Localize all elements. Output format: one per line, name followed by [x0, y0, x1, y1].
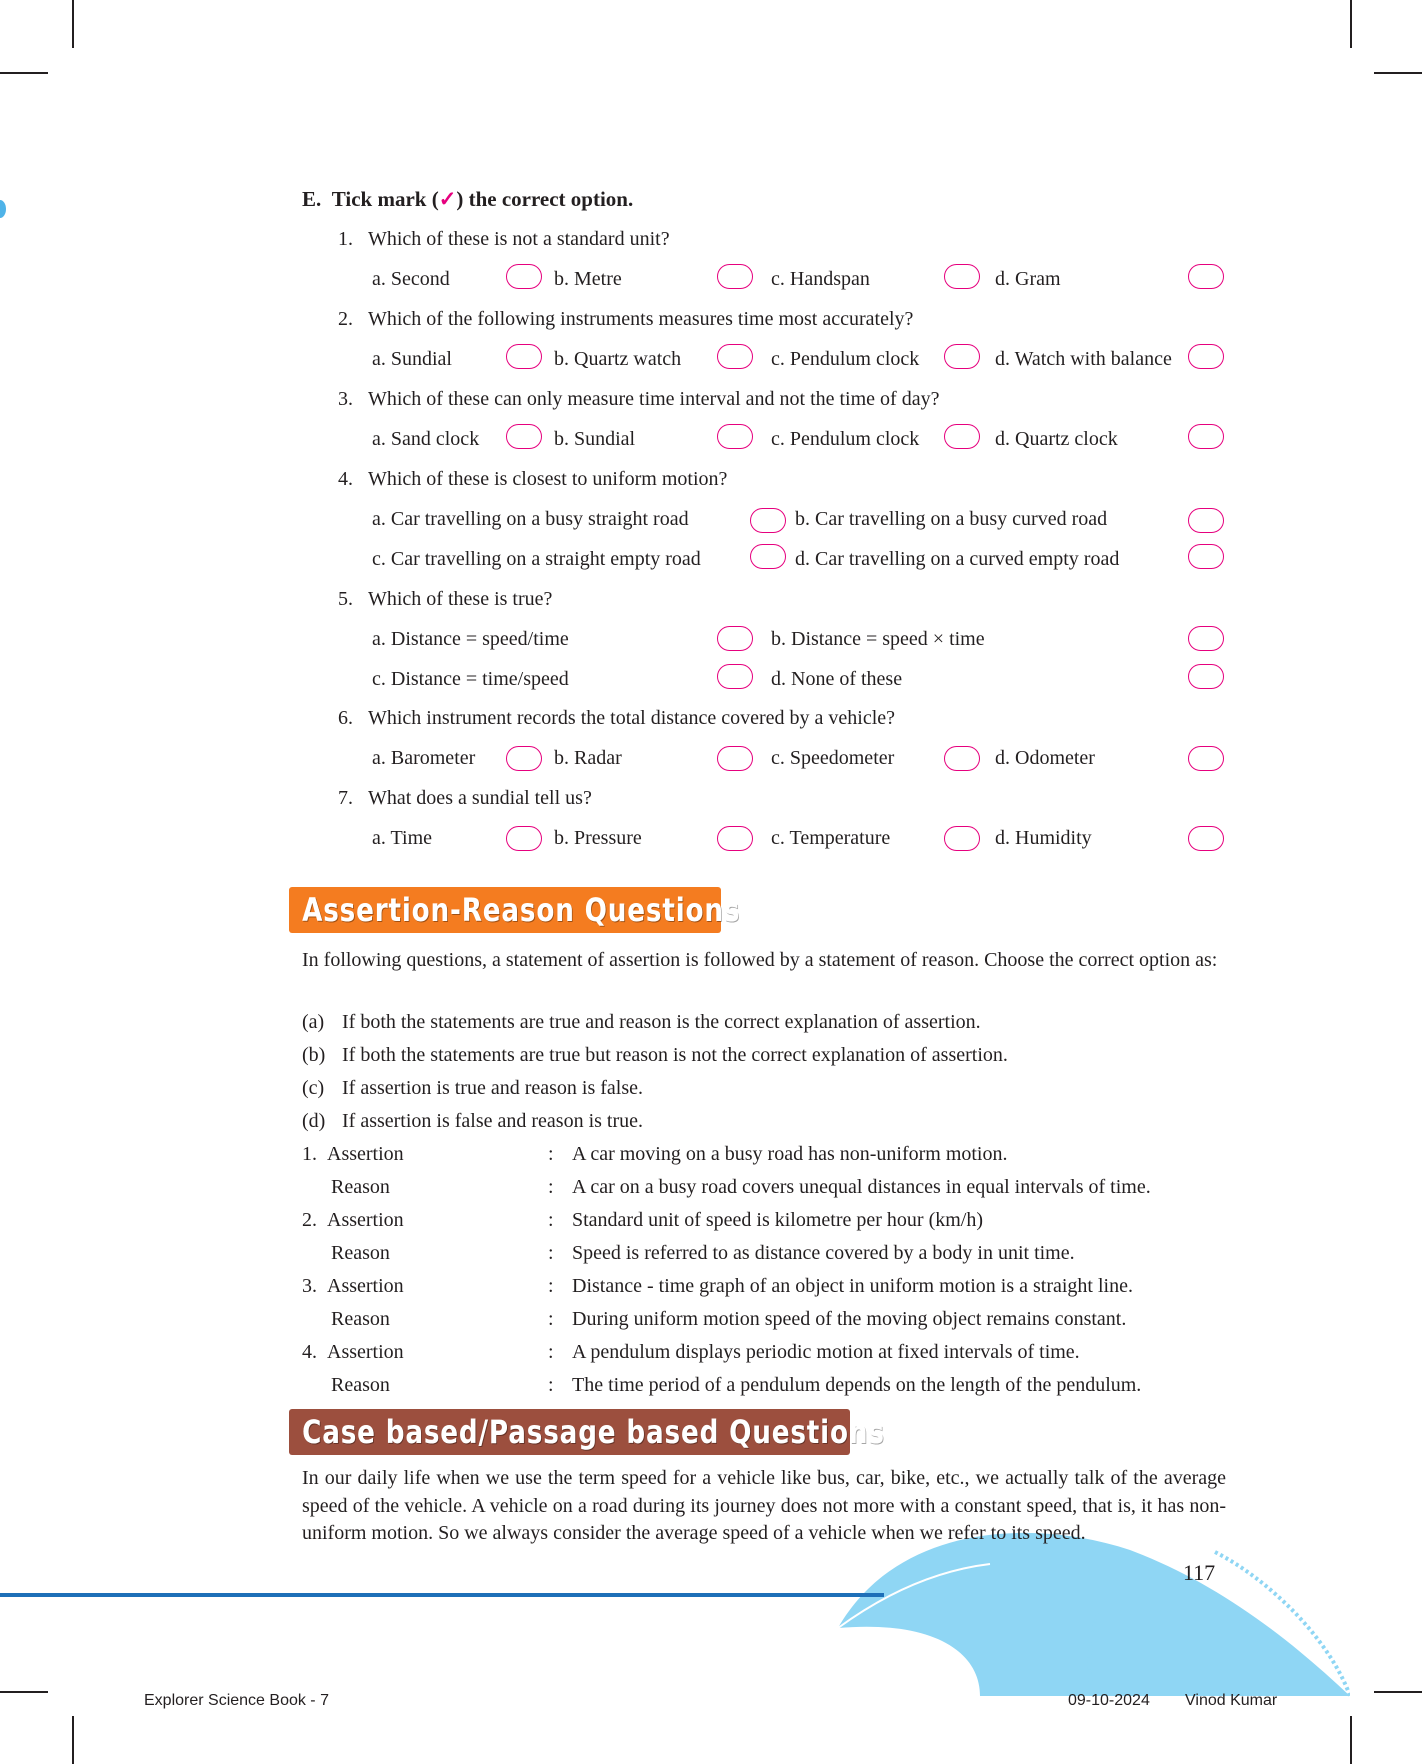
question-1 [338, 227, 670, 251]
option-6b: b. Radar [554, 747, 622, 769]
answer-box-4d[interactable] [1188, 544, 1224, 569]
reason-2-text: Speed is referred to as distance covered by a body in unit time. [572, 1242, 1075, 1264]
assertion-3-text: Distance - time graph of an object in uniform motion is a straight line. [572, 1275, 1133, 1297]
answer-box-7d[interactable] [1188, 826, 1224, 851]
item-number: 2. [302, 1209, 317, 1231]
option-7b: b. Pressure [554, 827, 642, 849]
assertion-label: Assertion [327, 1341, 404, 1363]
bottom-rule [0, 1593, 884, 1597]
reason-3-text: During uniform motion speed of the moving object remains constant. [572, 1308, 1127, 1330]
assertion-reason-heading: Assertion-Reason Questions [302, 891, 741, 929]
colon: : [548, 1242, 554, 1264]
answer-box-6a[interactable] [506, 746, 542, 771]
option-7d: d. Humidity [995, 827, 1092, 849]
answer-box-4b[interactable] [1188, 508, 1224, 533]
question-text: Which instrument records the total distance covered by a vehicle? [368, 707, 896, 729]
answer-box-2b[interactable] [717, 344, 753, 369]
option-6a: a. Barometer [372, 747, 476, 769]
colon: : [548, 1341, 554, 1363]
answer-box-3a[interactable] [506, 424, 542, 449]
answer-box-6d[interactable] [1188, 746, 1224, 771]
choice-label: (b) [302, 1044, 326, 1066]
choice-label: (a) [302, 1011, 325, 1033]
question-number: 7. [338, 787, 353, 809]
answer-box-3d[interactable] [1188, 424, 1224, 449]
assertion-4-text: A pendulum displays periodic motion at fixed intervals of time. [572, 1341, 1080, 1363]
answer-box-2d[interactable] [1188, 344, 1224, 369]
option-4d: d. Car travelling on a curved empty road [795, 548, 1120, 570]
option-1d: d. Gram [995, 268, 1061, 290]
crop-mark [72, 0, 74, 48]
section-letter: E. [302, 187, 322, 211]
option-3c: c. Pendulum clock [771, 428, 920, 450]
option-3a: a. Sand clock [372, 428, 480, 450]
crop-mark [0, 1691, 48, 1693]
item-number: 4. [302, 1341, 317, 1363]
tick-icon: ✓ [438, 187, 457, 211]
question-number: 4. [338, 468, 353, 490]
assertion-1-label [302, 1142, 404, 1166]
option-2c: c. Pendulum clock [771, 348, 920, 370]
answer-box-5c[interactable] [717, 664, 753, 689]
registration-dot [0, 200, 6, 218]
assertion-label: Assertion [327, 1275, 404, 1297]
question-number: 3. [338, 388, 353, 410]
option-4a: a. Car travelling on a busy straight road [372, 508, 689, 530]
option-6c: c. Speedometer [771, 747, 895, 769]
question-text: Which of these can only measure time interval and not the time of day? [368, 388, 940, 410]
crop-mark [1374, 1691, 1422, 1693]
colon: : [548, 1143, 554, 1165]
question-number: 6. [338, 707, 353, 729]
reason-4-label: Reason [331, 1374, 390, 1396]
answer-box-7a[interactable] [506, 826, 542, 851]
question-3 [338, 387, 939, 411]
option-3b: b. Sundial [554, 428, 636, 450]
crop-mark [0, 72, 48, 74]
option-1b: b. Metre [554, 268, 622, 290]
option-5d: d. None of these [771, 668, 903, 690]
option-3d: d. Quartz clock [995, 428, 1118, 450]
section-title-before: Tick mark ( [331, 187, 439, 211]
assertion-intro: In following questions, a statement of assertion is followed by a statement of reason. Choose the correct option as: [302, 949, 1218, 971]
answer-box-1d[interactable] [1188, 264, 1224, 289]
answer-box-1c[interactable] [944, 264, 980, 289]
choice-a [302, 1010, 981, 1034]
option-2d: d. Watch with balance [995, 348, 1172, 370]
reason-4-text: The time period of a pendulum depends on the length of the pendulum. [572, 1374, 1142, 1396]
case-based-passage: In our daily life when we use the term speed for a vehicle like bus, car, bike, etc., we actually talk of the average speed of the vehicle. A vehicle on a road during its journey does not more with a constant speed, that is, it has non-uniform motion. So we always consider the average speed of a vehicle when we refer to its speed. [302, 1467, 1226, 1544]
question-4 [338, 467, 727, 491]
page-number: 117 [1183, 1560, 1216, 1585]
option-4c: c. Car travelling on a straight empty road [372, 548, 701, 570]
choice-text: If both the statements are true and reason is the correct explanation of assertion. [342, 1011, 981, 1033]
section-e-heading [302, 187, 633, 211]
crop-mark [72, 1716, 74, 1764]
question-text: Which of these is true? [368, 588, 553, 610]
choice-label: (d) [302, 1110, 326, 1132]
case-based-heading: Case based/Passage based Questions [302, 1413, 885, 1451]
question-7 [338, 786, 592, 810]
question-5 [338, 587, 552, 611]
colon: : [548, 1275, 554, 1297]
assertion-2-text: Standard unit of speed is kilometre per hour (km/h) [572, 1209, 984, 1231]
answer-box-5b[interactable] [1188, 626, 1224, 651]
crop-mark [1350, 0, 1352, 48]
option-5a: a. Distance = speed/time [372, 628, 569, 650]
choice-d [302, 1109, 643, 1133]
option-2b: b. Quartz watch [554, 348, 682, 370]
question-number: 5. [338, 588, 353, 610]
colon: : [548, 1176, 554, 1198]
footer-date: 09-10-2024 [1068, 1692, 1150, 1709]
answer-box-5a[interactable] [717, 626, 753, 651]
reason-2-label: Reason [331, 1242, 390, 1264]
choice-text: If assertion is false and reason is true. [342, 1110, 644, 1132]
choice-text: If both the statements are true but reason is not the correct explanation of assertion. [342, 1044, 1008, 1066]
answer-box-6b[interactable] [717, 746, 753, 771]
option-1a: a. Second [372, 268, 450, 290]
question-text: Which of these is not a standard unit? [368, 228, 670, 250]
reason-1-label: Reason [331, 1176, 390, 1198]
answer-box-4c[interactable] [750, 544, 786, 569]
item-number: 1. [302, 1143, 317, 1165]
answer-box-3b[interactable] [717, 424, 753, 449]
answer-box-1b[interactable] [717, 264, 753, 289]
choice-text: If assertion is true and reason is false. [342, 1077, 644, 1099]
option-5c: c. Distance = time/speed [372, 668, 569, 690]
answer-box-6c[interactable] [944, 746, 980, 771]
assertion-3-label [302, 1274, 404, 1298]
colon: : [548, 1209, 554, 1231]
option-7c: c. Temperature [771, 827, 891, 849]
footer-author: Vinod Kumar [1185, 1692, 1278, 1709]
question-text: Which of these is closest to uniform motion? [368, 468, 728, 490]
reason-3-label: Reason [331, 1308, 390, 1330]
answer-box-1a[interactable] [506, 264, 542, 289]
option-2a: a. Sundial [372, 348, 452, 370]
assertion-label: Assertion [327, 1143, 404, 1165]
question-2 [338, 307, 913, 331]
item-number: 3. [302, 1275, 317, 1297]
choice-b [302, 1043, 1008, 1067]
colon: : [548, 1374, 554, 1396]
crop-mark [1374, 72, 1422, 74]
option-6d: d. Odometer [995, 747, 1095, 769]
answer-box-2a[interactable] [506, 344, 542, 369]
assertion-label: Assertion [327, 1209, 404, 1231]
question-text: Which of the following instruments measures time most accurately? [368, 308, 914, 330]
section-title-after: ) the correct option. [456, 187, 634, 211]
question-number: 1. [338, 228, 353, 250]
question-text: What does a sundial tell us? [368, 787, 592, 809]
assertion-2-label [302, 1208, 404, 1232]
answer-box-7b[interactable] [717, 826, 753, 851]
question-number: 2. [338, 308, 353, 330]
colon: : [548, 1308, 554, 1330]
answer-box-7c[interactable] [944, 826, 980, 851]
choice-c [302, 1076, 643, 1100]
assertion-1-text: A car moving on a busy road has non-uniform motion. [572, 1143, 1008, 1165]
option-7a: a. Time [372, 827, 433, 849]
question-6 [338, 706, 895, 730]
option-1c: c. Handspan [771, 268, 870, 290]
choice-label: (c) [302, 1077, 325, 1099]
answer-box-4a[interactable] [750, 508, 786, 533]
answer-box-3c[interactable] [944, 424, 980, 449]
footer-book-title: Explorer Science Book - 7 [144, 1692, 329, 1709]
option-5b: b. Distance = speed × time [771, 628, 985, 650]
answer-box-5d[interactable] [1188, 664, 1224, 689]
option-4b: b. Car travelling on a busy curved road [795, 508, 1108, 530]
reason-1-text: A car on a busy road covers unequal distances in equal intervals of time. [572, 1176, 1151, 1198]
answer-box-2c[interactable] [944, 344, 980, 369]
assertion-4-label [302, 1340, 404, 1364]
crop-mark [1350, 1716, 1352, 1764]
